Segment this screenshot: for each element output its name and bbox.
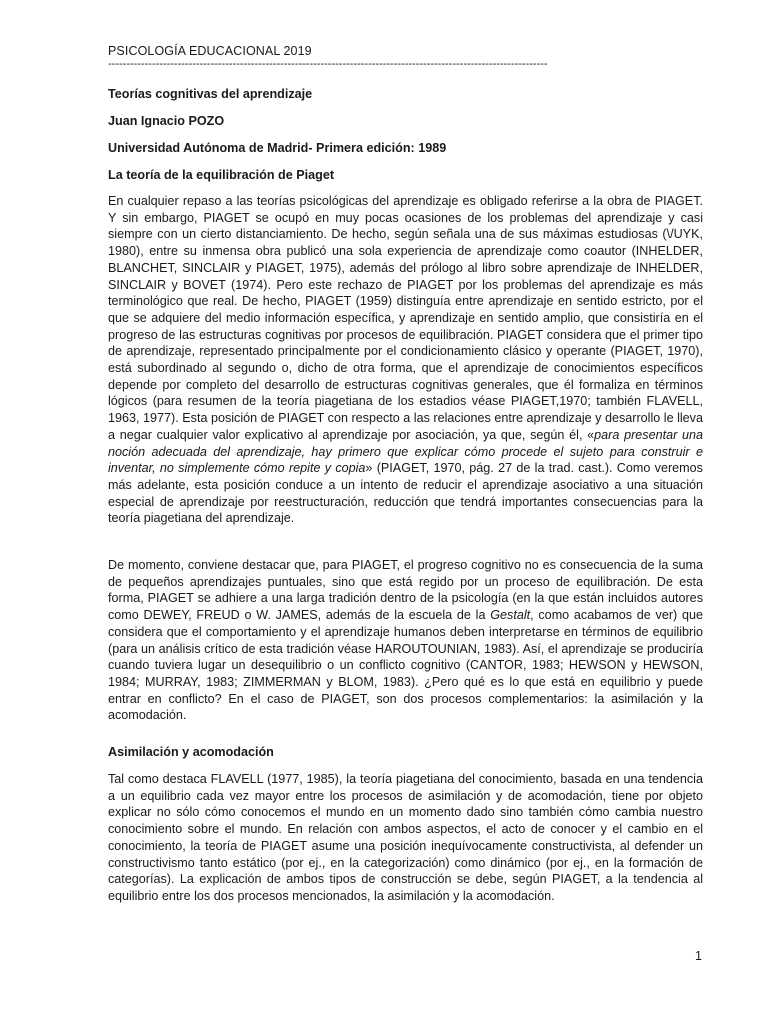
- paragraph-1: [108, 193, 703, 527]
- section-heading-equilibracion: La teoría de la equilibración de Piaget: [108, 168, 335, 182]
- header-rule: ------------------------------------------------------------------------------------------------------------------------: [108, 58, 548, 70]
- running-header: PSICOLOGÍA EDUCACIONAL 2019: [108, 44, 312, 58]
- paragraph-1-text-b: » (PIAGET, 1970, pág. 27 de la trad. cast.). Como veremos más adelante, esta posición conduce a un intento de reducir el aprendizaje asociativo a una situación especial de aprendizaje por reestructuración, reducción que tendrá importantes consecuencias para la teoría piagetiana del aprendizaje.: [108, 461, 703, 526]
- paragraph-2-italic-term: Gestalt: [490, 608, 531, 623]
- publisher-line: Universidad Autónoma de Madrid- Primera edición: 1989: [108, 141, 447, 155]
- document-page: [108, 0, 703, 1024]
- paragraph-3: Tal como destaca FLAVELL (1977, 1985), la teoría piagetiana del conocimiento, basada en una tendencia a un equilibrio cada vez mayor entre los procesos de asimilación y de acomodación, tiene por objeto explicar no sólo cómo conocemos el mundo en un momento dado sino también cómo cambia nuestro conocimiento sobre el mundo. En relación con ambos aspectos, el acto de conocer y el cambio en el conocimiento, la teoría de PIAGET asume una posición inequívocamente constructivista, al defender un constructivismo tanto estático (por ej., en la categorización) como dinámico (por ej., en la formación de categorías). La explicación de ambos tipos de construcción se debe, según PIAGET, a la tendencia al equilibrio entre los dos procesos mencionados, la asimilación y la acomodación.: [108, 772, 703, 903]
- section-heading-asimilacion: Asimilación y acomodación: [108, 745, 274, 759]
- paragraph-1-quote: para presentar una noción adecuada del aprendizaje, hay primero que explicar cómo procede el sujeto para construir e inventar, no simplemente cómo repite y copia: [108, 427, 703, 476]
- paragraph-2: [108, 557, 703, 724]
- paragraph-2-text-b: , como acabamos de ver) que considera que el comportamiento y el aprendizaje humanos deben interpretarse en términos de equilibrio (para un análisis crítico de esta tradición véase HAROUTOUNIAN, 1983). Así, el aprendizaje se produciría cuando tuviera lugar un desequilibrio o un conflicto cognitivo (CANTOR, 1983; HEWSON y HEWSON, 1984; MURRAY, 1983; ZIMMERMAN y BLOM, 1983). ¿Pero qué es lo que está en equilibrio y puede entrar en conflicto? En el caso de PIAGET, son dos procesos complementarios: la asimilación y la acomodación.: [108, 608, 703, 723]
- page-number: 1: [695, 949, 702, 963]
- work-title: Teorías cognitivas del aprendizaje: [108, 87, 313, 101]
- paragraph-2-text-a: De momento, conviene destacar que, para PIAGET, el progreso cognitivo no es consecuencia de la suma de pequeños aprendizajes puntuales, sino que está regido por un proceso de equilibración. De esta forma, PIAGET se adhiere a una larga tradición dentro de la psicología (en la que están incluidos autores como DEWEY, FREUD o W. JAMES, además de la escuela de la: [108, 558, 703, 623]
- author-name: Juan Ignacio POZO: [108, 114, 225, 128]
- paragraph-1-text-a: En cualquier repaso a las teorías psicológicas del aprendizaje es obligado referirse a la obra de PIAGET. Y sin embargo, PIAGET se ocupó en muy pocas ocasiones de los problemas del aprendizaje y casi siempre con un cierto distanciamiento. De hecho, según señala una de sus máximas estudiosas (\/UYK, 1980), entre su inmensa obra publicó una sola experiencia de aprendizaje como coautor (INHELDER, BLANCHET, SINCLAIR y PIAGET, 1975), además del prólogo al libro sobre aprendizaje de INHELDER, SINCLAIR y BOVET (1974). Pero este rechazo de PIAGET por los problemas del aprendizaje es más terminológico que real. De hecho, PIAGET (1959) distinguía entre aprendizaje en sentido estricto, por el que se adquiere del medio información específica, y aprendizaje en sentido amplio, que consistiría en el progreso de las estructuras cognitivas por procesos de equilibración. PIAGET considera que el primer tipo de aprendizaje, representado principalmente por el condicionamiento clásico y operante (PIAGET, 1970), está subordinado al segundo o, dicho de otra forma, que el aprendizaje de conocimientos específicos depende por completo del desarrollo de estructuras cognitivas generales, que él formaliza en términos lógicos (para resumen de la teoría piagetiana de los estadios véase PIAGET,1970; también FLAVELL, 1963, 1977). Esta posición de PIAGET con respecto a las relaciones entre aprendizaje y desarrollo le lleva a negar cualquier valor explicativo al aprendizaje por asociación, ya que, según él, «: [108, 194, 703, 442]
